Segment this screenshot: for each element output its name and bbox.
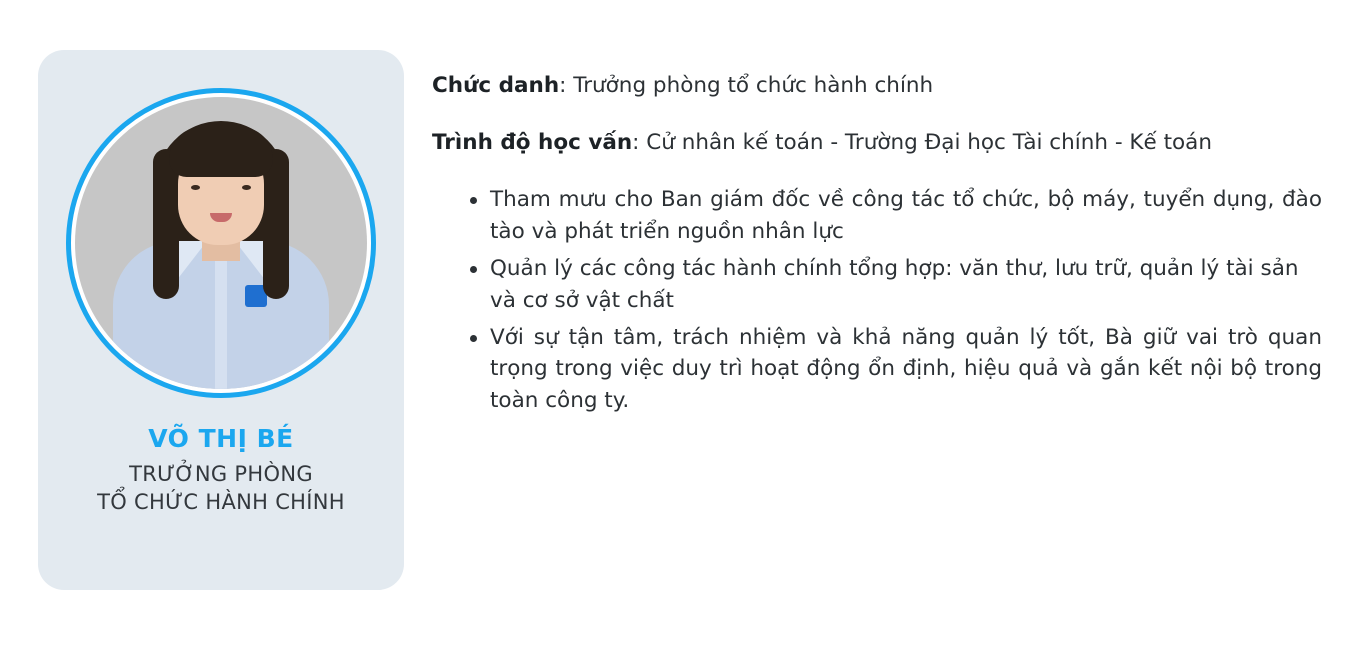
responsibility-list bbox=[432, 184, 1322, 417]
portrait-placket-icon bbox=[215, 259, 227, 389]
education-value: : Cử nhân kế toán - Trường Đại học Tài chính - Kế toán bbox=[632, 130, 1212, 156]
person-role-line-2: TỔ CHỨC HÀNH CHÍNH bbox=[97, 489, 345, 514]
job-title-line bbox=[432, 70, 1322, 101]
list-item: Với sự tận tâm, trách nhiệm và khả năng quản lý tốt, Bà giữ vai trò quan trọng trong việc duy trì hoạt động ổn định, hiệu quả và gắn kết nội bộ trong toàn công ty. bbox=[470, 322, 1322, 417]
portrait-shirt-icon bbox=[113, 241, 329, 389]
job-title-value: : Trưởng phòng tổ chức hành chính bbox=[559, 73, 934, 98]
person-role bbox=[97, 461, 345, 516]
education-label: Trình độ học vấn bbox=[432, 130, 633, 156]
list-item: Quản lý các công tác hành chính tổng hợp: văn thư, lưu trữ, quản lý tài sản và cơ sở vật chất bbox=[470, 253, 1322, 317]
education-line bbox=[432, 127, 1322, 158]
list-item: Tham mưu cho Ban giám đốc về công tác tổ chức, bộ máy, tuyển dụng, đào tào và phát triển nguồn nhân lực bbox=[470, 184, 1322, 248]
portrait-eye-right-icon bbox=[242, 185, 251, 190]
job-title-label: Chức danh bbox=[432, 73, 560, 98]
avatar-photo bbox=[75, 97, 367, 389]
person-details bbox=[432, 70, 1322, 422]
person-name: VÕ THỊ BÉ bbox=[148, 424, 294, 453]
avatar-ring bbox=[66, 88, 376, 398]
person-role-line-1: TRƯỞNG PHÒNG bbox=[129, 462, 313, 486]
portrait-eye-left-icon bbox=[191, 185, 200, 190]
person-card bbox=[38, 50, 404, 590]
portrait-fringe-icon bbox=[169, 127, 273, 177]
